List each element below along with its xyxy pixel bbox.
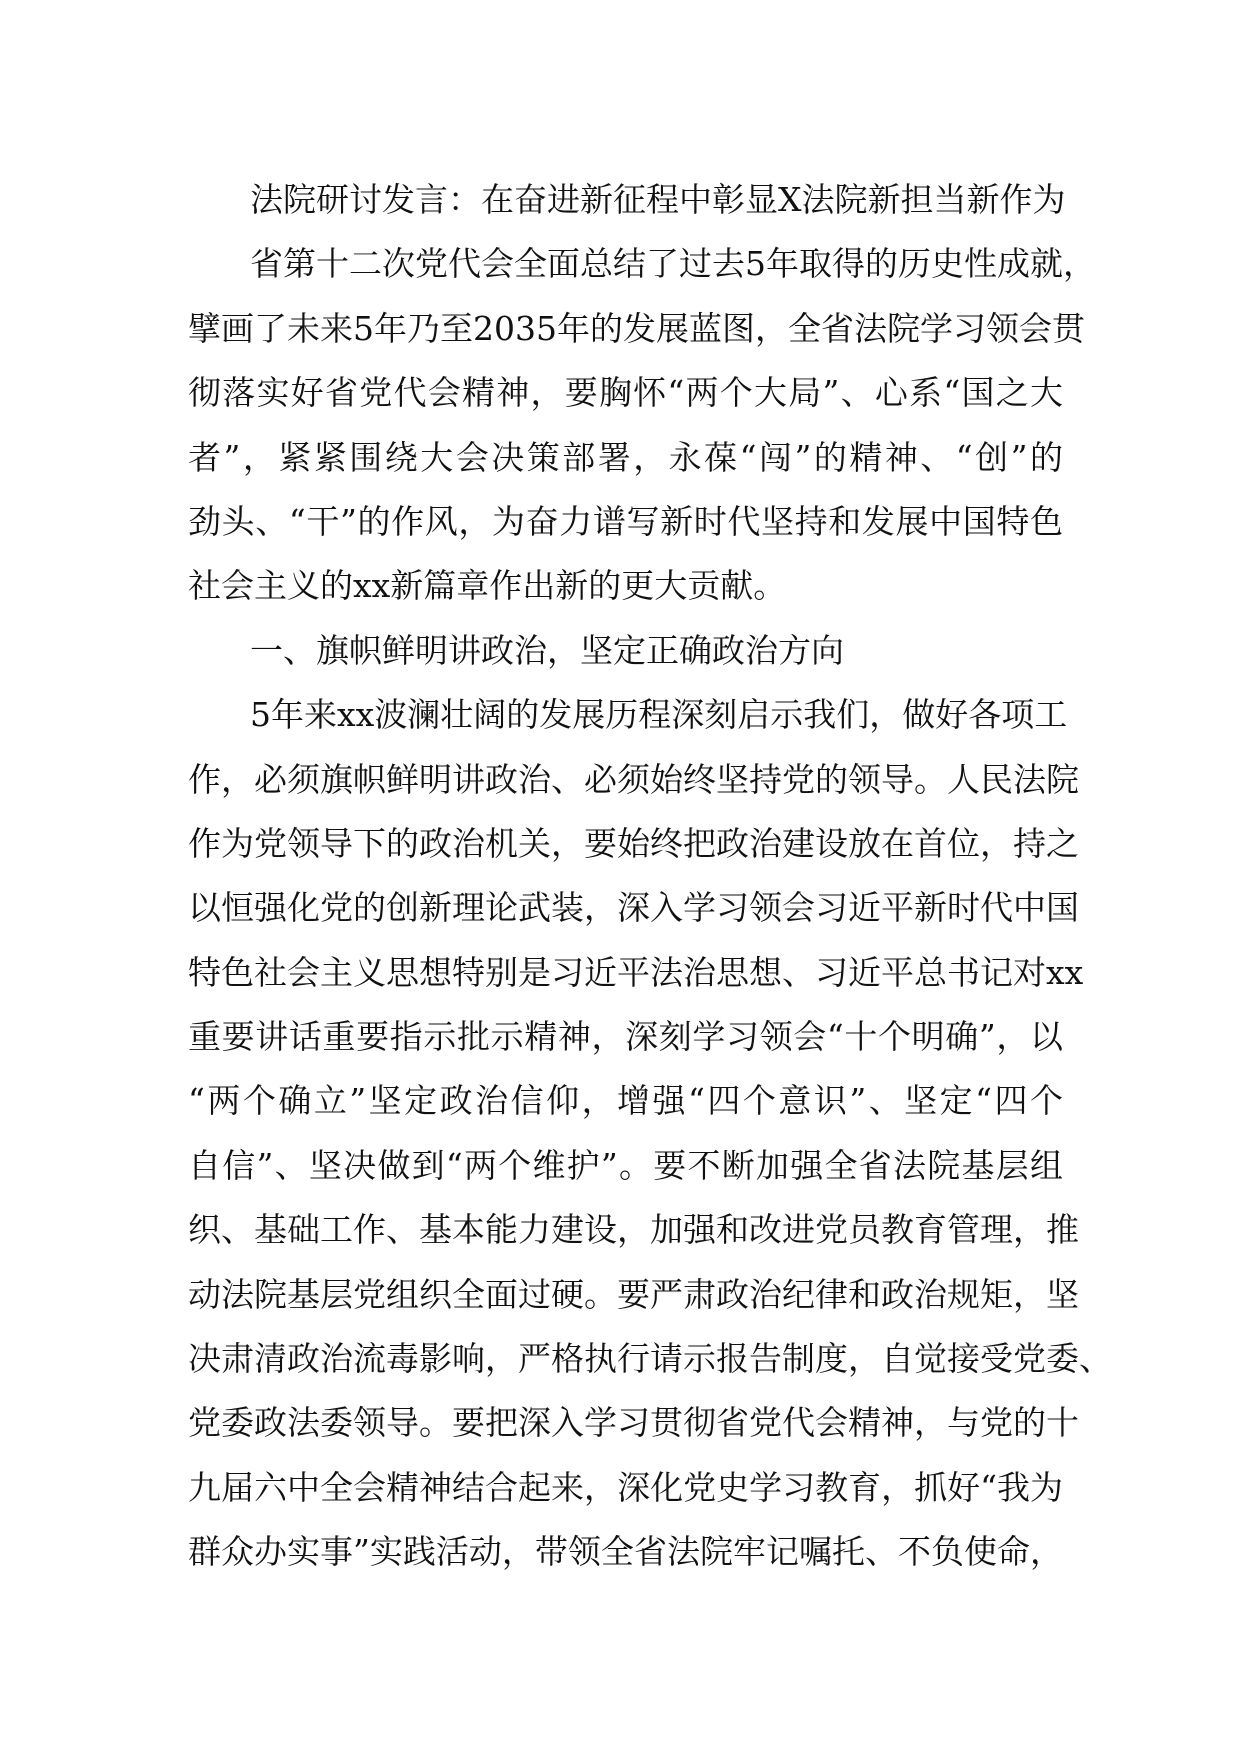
text-line: 九届六中全会精神结合起来，深化党史学习教育，抓好“我为 [188, 1467, 1063, 1507]
text-line: “两个确立”坚定政治信仰，增强“四个意识”、坚定“四个 [188, 1081, 1063, 1121]
text-line: 党委政法委领导。要把深入学习贯彻省党代会精神，与党的十 [188, 1403, 1079, 1443]
text-line: 自信”、坚决做到“两个维护”。要不断加强全省法院基层组 [188, 1145, 1063, 1185]
text-line: 劲头、“干”的作风，为奋力谱写新时代坚持和发展中国特色 [188, 501, 1063, 541]
document-body [188, 168, 1112, 1585]
text-line: 彻落实好省党代会精神，要胸怀“两个大局”、心系“国之大 [188, 373, 1063, 413]
text-line: 一、旗帜鲜明讲政治，坚定正确政治方向 [250, 630, 844, 670]
text-line: 以恒强化党的创新理论武装，深入学习领会习近平新时代中国 [188, 888, 1079, 928]
text-line: 特色社会主义思想特别是习近平法治思想、习近平总书记对xx [188, 952, 1084, 992]
text-line: 5年来xx波澜壮阔的发展历程深刻启示我们，做好各项工 [250, 695, 1068, 735]
text-line: 群众办实事”实践活动，带领全省法院牢记嘱托、不负使命， [188, 1532, 1063, 1572]
text-line: 社会主义的xx新篇章作出新的更大贡献。 [188, 566, 787, 606]
text-line: 决肃清政治流毒影响，严格执行请示报告制度，自觉接受党委、 [188, 1339, 1112, 1379]
text-line: 重要讲话重要指示批示精神，深刻学习领会“十个明确”，以 [188, 1017, 1063, 1057]
text-line: 织、基础工作、基本能力建设，加强和改进党员教育管理，推 [188, 1210, 1079, 1250]
text-line: 省第十二次党代会全面总结了过去5年取得的历史性成就， [250, 244, 1096, 284]
paragraph-lines [188, 232, 1112, 1584]
document-title: 法院研讨发言：在奋进新征程中彰显X法院新担当新作为 [250, 180, 1066, 219]
text-line: 作，必须旗帜鲜明讲政治、必须始终坚持党的领导。人民法院 [188, 759, 1079, 799]
text-line: 擘画了未来5年乃至2035年的发展蓝图，全省法院学习领会贯 [188, 308, 1085, 348]
text-line: 动法院基层党组织全面过硬。要严肃政治纪律和政治规矩，坚 [188, 1274, 1079, 1314]
text-line: 者”，紧紧围绕大会决策部署，永葆“闯”的精神、“创”的 [188, 437, 1063, 477]
text-line: 作为党领导下的政治机关，要始终把政治建设放在首位，持之 [188, 823, 1079, 863]
